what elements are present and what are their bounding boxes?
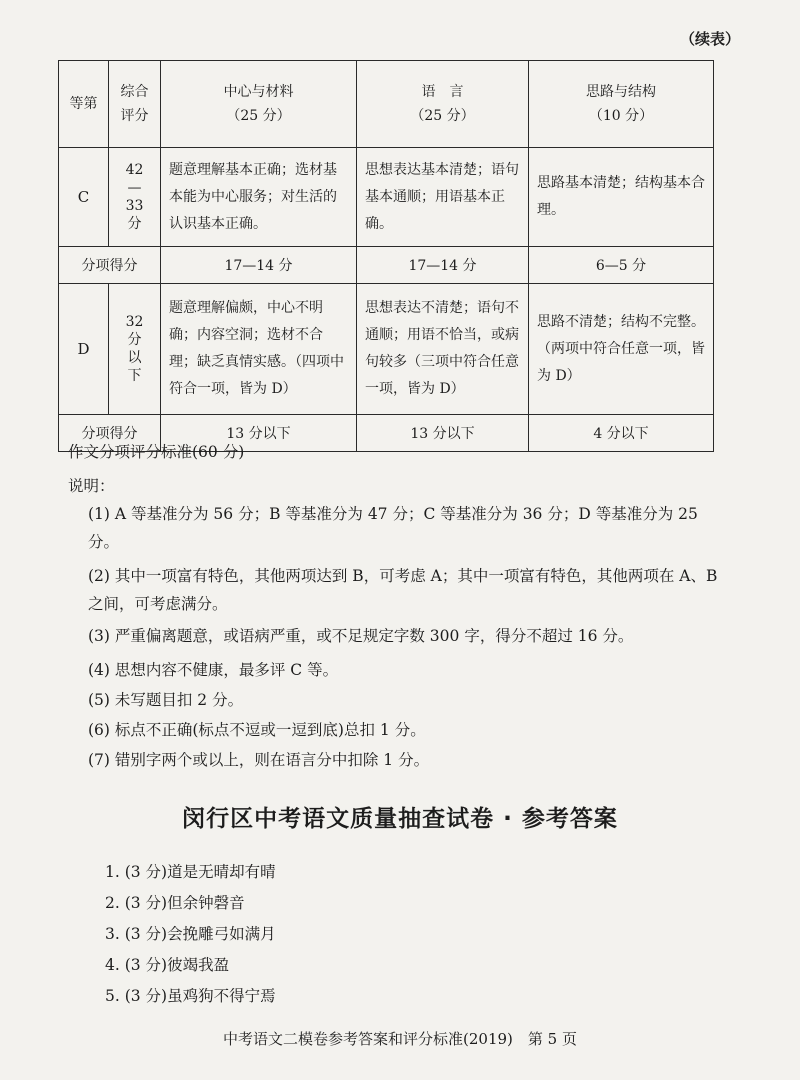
subscore-language-d: 13 分以下	[357, 415, 529, 452]
grade-d: D	[59, 284, 109, 415]
score-d: 32 分 以 下	[109, 284, 161, 415]
subscore-language-c: 17—14 分	[357, 247, 529, 284]
header-overall: 综合 评分	[109, 61, 161, 148]
note-6: (6) 标点不正确(标点不逗或一逗到底)总扣 1 分。	[88, 721, 426, 739]
content-d: 题意理解偏颇，中心不明确；内容空洞；选材不合理；缺乏真情实感。（四项中符合一项，皆为 D）	[161, 284, 357, 415]
table-header-row	[59, 61, 714, 148]
note-3: (3) 严重偏离题意，或语病严重，或不足规定字数 300 字，得分不超过 16 分。	[88, 627, 634, 645]
continued-label: （续表）	[679, 30, 740, 48]
header-grade: 等第	[59, 61, 109, 148]
note-2: (2) 其中一项富有特色，其他两项达到 B，可考虑 A；其中一项富有特色，其他两项在 A、B 之间，可考虑满分。	[88, 567, 718, 613]
structure-d: 思路不清楚；结构不完整。（两项中符合任意一项，皆为 D）	[529, 284, 714, 415]
score-c: 42 — 33 分	[109, 148, 161, 247]
grade-c: C	[59, 148, 109, 247]
language-d: 思想表达不清楚；语句不通顺；用语不恰当，或病句较多（三项中符合任意一项，皆为 D）	[357, 284, 529, 415]
header-language: 语 言 （25 分）	[357, 61, 529, 148]
answer-1: 1. (3 分)道是无晴却有晴	[105, 863, 276, 881]
note-4: (4) 思想内容不健康，最多评 C 等。	[88, 661, 339, 679]
language-c: 思想表达基本清楚；语句基本通顺；用语基本正确。	[357, 148, 529, 247]
structure-c: 思路基本清楚；结构基本合理。	[529, 148, 714, 247]
explain-label: 说明：	[68, 477, 115, 495]
answer-2: 2. (3 分)但余钟磬音	[105, 894, 245, 912]
subscore-content-c: 17—14 分	[161, 247, 357, 284]
answer-4: 4. (3 分)彼竭我盈	[105, 956, 230, 974]
subscore-label-c: 分项得分	[59, 247, 161, 284]
subscore-label-d: 分项得分	[59, 415, 161, 452]
content-c: 题意理解基本正确；选材基本能为中心服务；对生活的认识基本正确。	[161, 148, 357, 247]
answer-5: 5. (3 分)虽鸡狗不得宁焉	[105, 987, 276, 1005]
note-7: (7) 错别字两个或以上，则在语言分中扣除 1 分。	[88, 751, 430, 769]
table-row-d	[59, 284, 714, 415]
standard-title: 作文分项评分标准(60 分)	[68, 443, 245, 461]
header-content: 中心与材料 （25 分）	[161, 61, 357, 148]
subscore-content-d: 13 分以下	[161, 415, 357, 452]
table-row-c	[59, 148, 714, 247]
page-footer: 中考语文二模卷参考答案和评分标准(2019) 第 5 页	[223, 1030, 577, 1048]
header-structure: 思路与结构 （10 分）	[529, 61, 714, 148]
answer-heading: 闵行区中考语文质量抽查试卷 · 参考答案	[182, 806, 618, 832]
subscore-structure-c: 6—5 分	[529, 247, 714, 284]
grading-table	[58, 60, 714, 452]
answer-3: 3. (3 分)会挽雕弓如满月	[105, 925, 276, 943]
note-1: (1) A 等基准分为 56 分；B 等基准分为 47 分；C 等基准分为 36 分；D 等基准分为 25 分。	[88, 505, 698, 551]
table-subscore-row-c	[59, 247, 714, 284]
subscore-structure-d: 4 分以下	[529, 415, 714, 452]
note-5: (5) 未写题目扣 2 分。	[88, 691, 244, 709]
